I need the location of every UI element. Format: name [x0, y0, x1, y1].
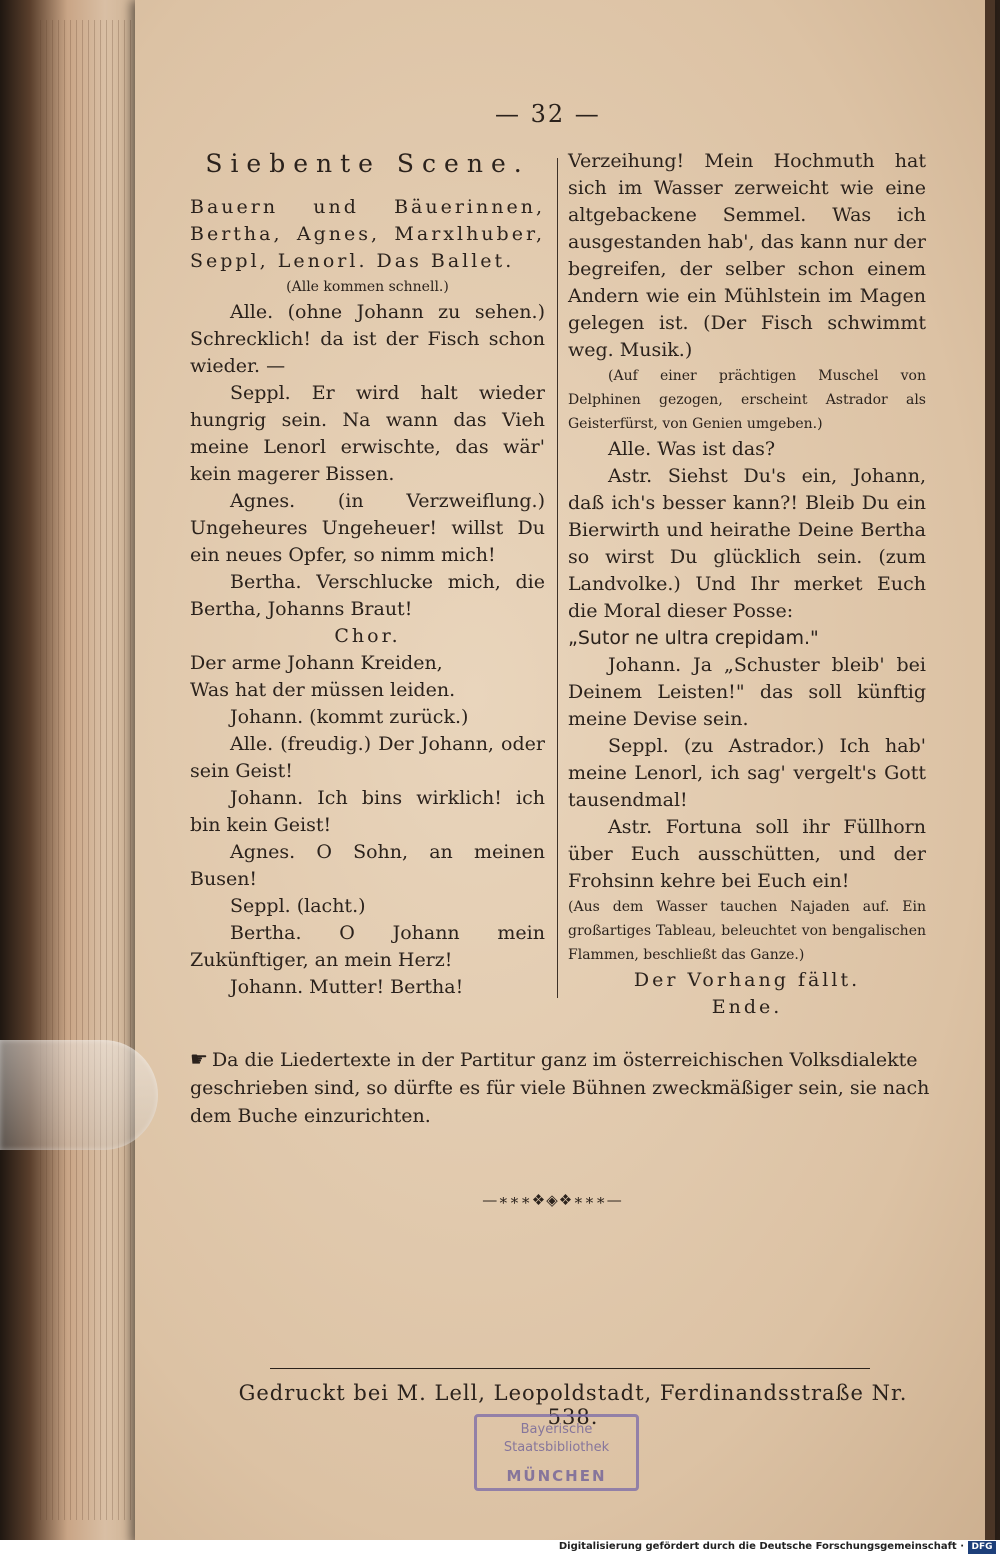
horizontal-rule	[270, 1368, 870, 1369]
dialogue-line: Bertha. O Johann mein Zukünftiger, an mein Herz!	[190, 922, 545, 971]
scene-title: Siebente Scene.	[205, 149, 530, 178]
stage-direction: (Aus dem Wasser tauchen Najaden auf. Ein großartiges Tableau, beleuchtet von bengalischen Flammen, beschließt das Ganze.)	[568, 899, 926, 963]
dialogue-line: Johann. Ich bins wirklich! ich bin kein Geist!	[190, 787, 545, 836]
dialogue-line: Verzeihung! Mein Hochmuth hat sich im Wasser zerweicht wie eine altgebackene Semmel. Was ich ausgestanden hab', das kann nur der begreifen, der selber schon einem Andern wie ein Mühlstein im Magen gelegen ist. (Der Fisch schwimmt weg. Musik.)	[568, 150, 926, 361]
dialogue-line: Seppl. (zu Astrador.) Ich hab' meine Lenorl, ich sag' vergelt's Gott tausendmal!	[568, 735, 926, 811]
right-column	[568, 148, 926, 1021]
dialogue-line: Agnes. (in Verzweiflung.) Ungeheures Ungeheuer! willst Du ein neues Opfer, so nimm mich!	[190, 490, 545, 566]
dialogue-line: Bertha. Verschlucke mich, die Bertha, Johanns Braut!	[190, 571, 545, 620]
cast-list: Bauern und Bäuerinnen, Bertha, Agnes, Marxlhuber, Seppl, Lenorl. Das Ballet.	[190, 196, 545, 272]
dialogue-line: Agnes. O Sohn, an meinen Busen!	[190, 841, 545, 890]
verse-line: Was hat der müssen leiden.	[190, 679, 456, 701]
dialogue-line: Alle. Was ist das?	[608, 438, 776, 460]
printer-imprint: Gedruckt bei M. Lell, Leopoldstadt, Ferdinandsstraße Nr. 538.	[238, 1381, 908, 1429]
curtain-line: Der Vorhang fällt.	[633, 969, 861, 991]
dialogue-line: Johann. Ja „Schuster bleib' bei Deinem Leisten!" das soll künftig meine Devise sein.	[568, 654, 926, 730]
digitization-credit: Digitalisierung gefördert durch die Deutsche Forschungsgemeinschaft ·	[558, 1541, 964, 1552]
dialogue-line: Seppl. (lacht.)	[230, 895, 366, 917]
bookmark-clip	[0, 1040, 158, 1150]
column-divider	[557, 158, 558, 998]
chorus-label: Chor.	[334, 625, 401, 647]
stamp-city: MÜNCHEN	[506, 1467, 607, 1485]
dialogue-line: Astr. Siehst Du's ein, Johann, daß ich's besser kann?! Bleib Du ein Bierwirth und heirathe Deine Bertha so wirst Du glücklich sein. (zum Landvolke.) Und Ihr merket Euch die Moral dieser Posse:	[568, 465, 926, 622]
pointing-hand-icon: ☛	[190, 1047, 208, 1071]
ende-line: Ende.	[711, 996, 783, 1018]
stamp-line: Bayerische	[520, 1422, 593, 1437]
dialogue-line: Astr. Fortuna soll ihr Füllhorn über Euch ausschütten, und der Frohsinn kehre bei Euch ein!	[568, 816, 926, 892]
dialogue-line: Johann. Mutter! Bertha!	[230, 976, 464, 998]
library-stamp	[474, 1414, 639, 1491]
book-page-edges	[0, 0, 150, 1540]
dialogue-line: Alle. (freudig.) Der Johann, oder sein Geist!	[190, 733, 545, 782]
dialogue-line: Johann. (kommt zurück.)	[230, 706, 469, 728]
dfg-logo: DFG	[968, 1541, 996, 1554]
footnote	[190, 1045, 930, 1130]
page-edge-lines	[40, 20, 140, 1520]
dialogue-line: Alle. (ohne Johann zu sehen.) Schrecklich! da ist der Fisch schon wieder. —	[190, 301, 545, 377]
ornament-divider: —∗∗∗❖◈❖∗∗∗—	[482, 1191, 623, 1209]
stage-direction: (Alle kommen schnell.)	[286, 279, 449, 295]
stamp-line: Staatsbibliothek	[503, 1440, 610, 1455]
dialogue-line: Seppl. Er wird halt wieder hungrig sein. Na wann das Vieh meine Lenorl erwischte, das wär' kein magerer Bissen.	[190, 382, 545, 485]
stage-direction: (Auf einer prächtigen Muschel von Delphinen gezogen, erscheint Astrador als Geisterfürst, von Genien umgeben.)	[568, 368, 926, 432]
page-number: — 32 —	[495, 100, 601, 128]
latin-quote: „Sutor ne ultra crepidam."	[568, 627, 819, 649]
footnote-text: Da die Liedertexte in der Partitur ganz im österreichischen Volksdialekte geschrieben sind, so dürfte es für viele Bühnen zweckmäßiger sein, sie nach dem Buche einzurichten.	[190, 1049, 930, 1127]
left-column	[190, 148, 545, 1001]
verse-line: Der arme Johann Kreiden,	[190, 652, 443, 674]
